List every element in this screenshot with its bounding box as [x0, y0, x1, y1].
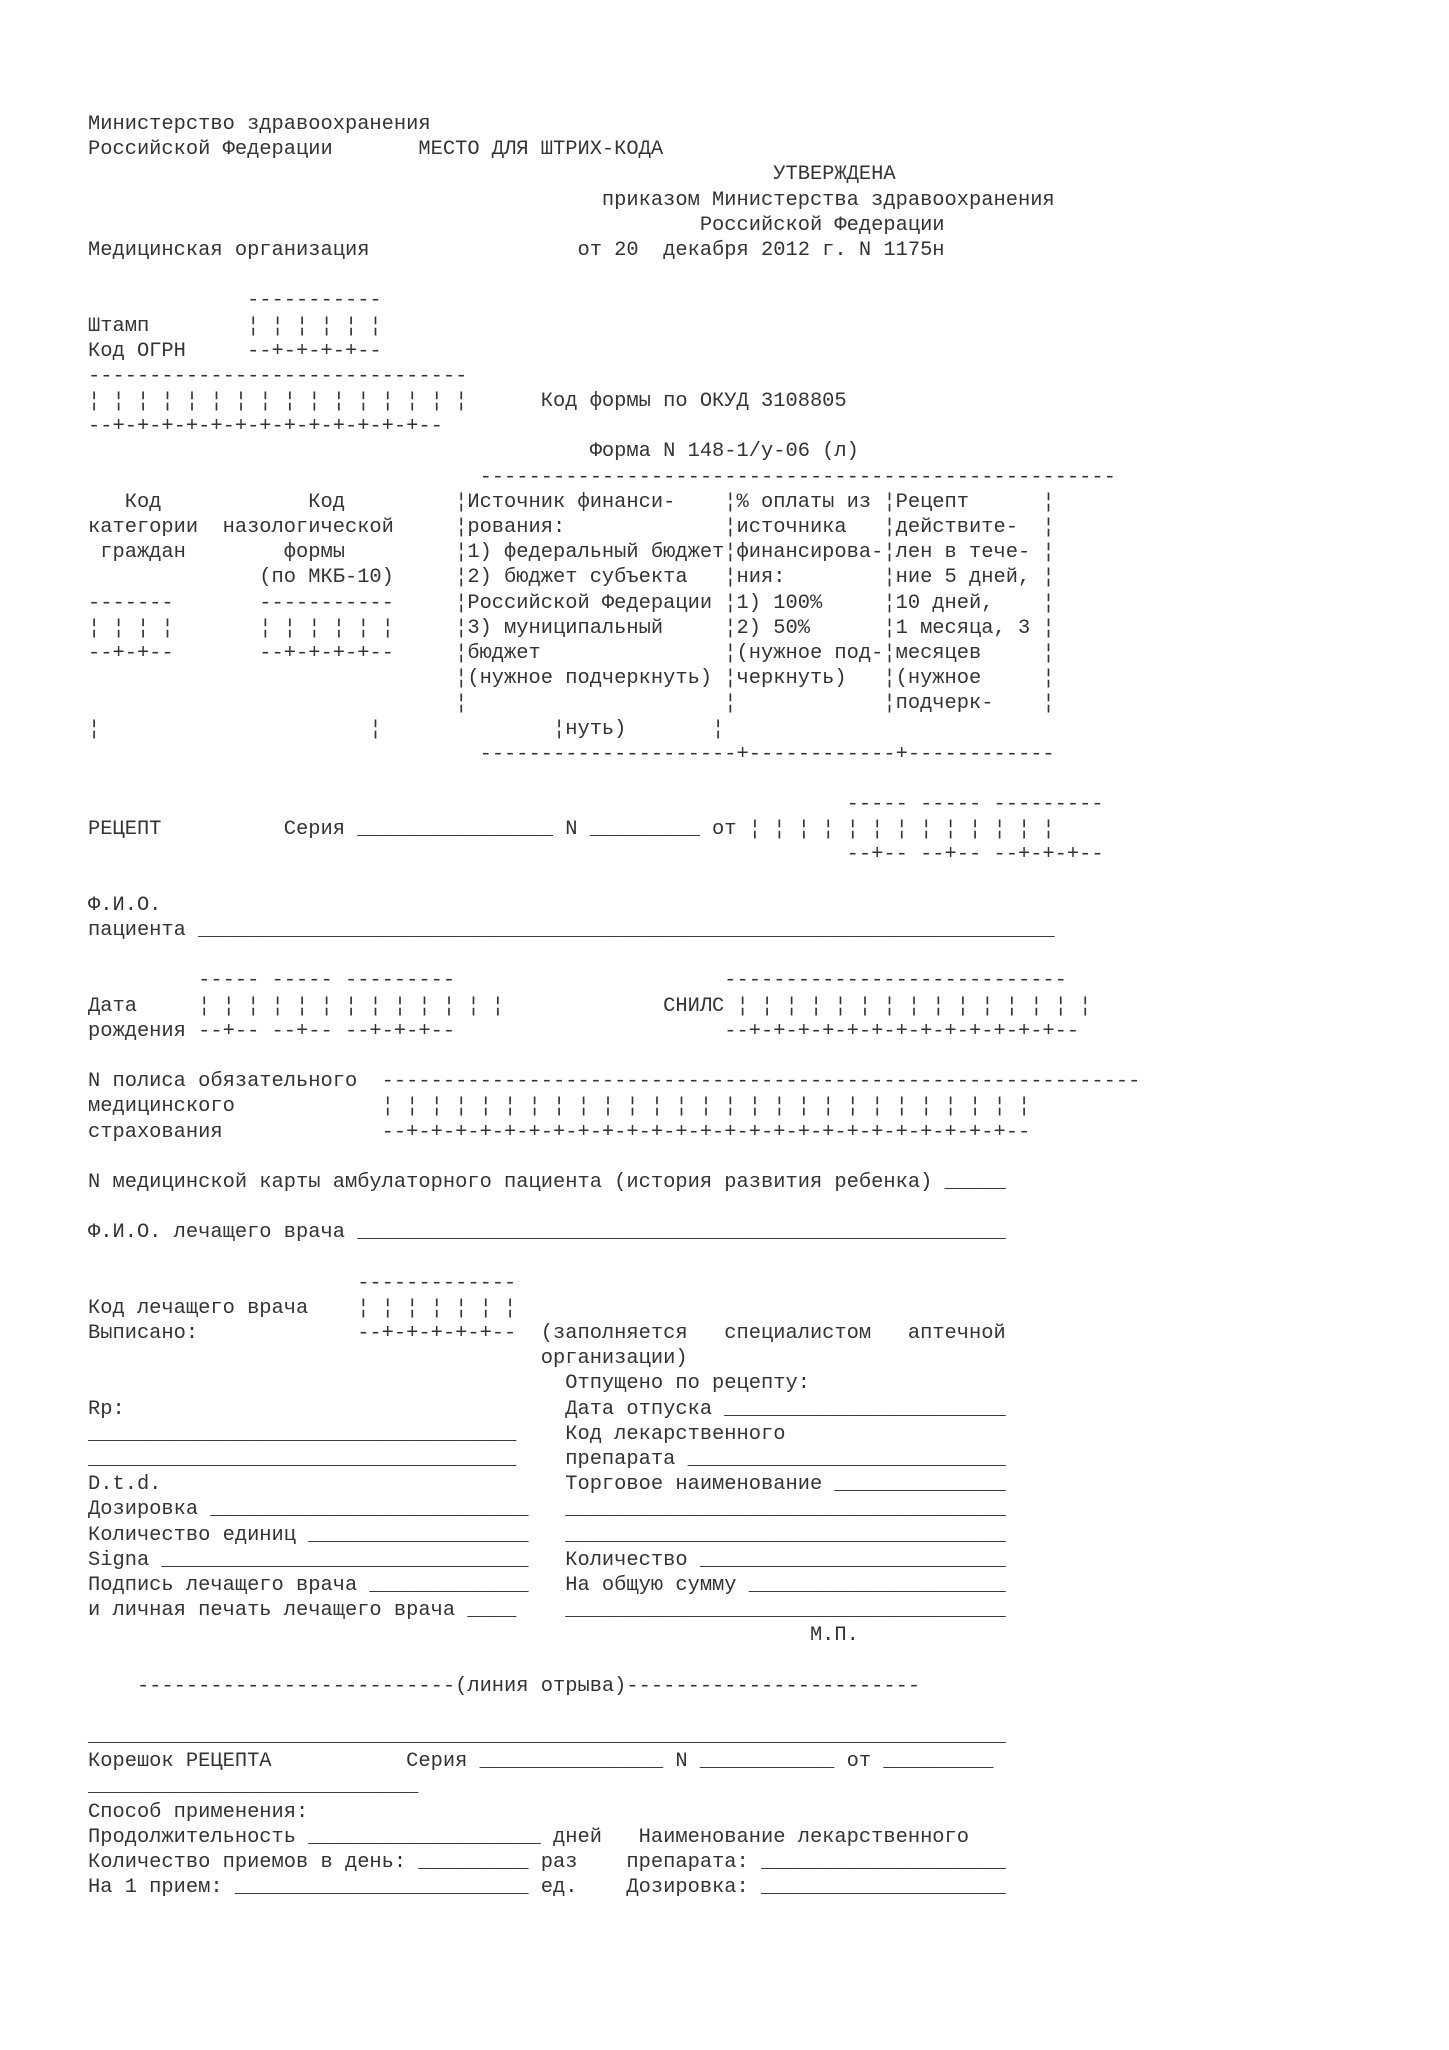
form-line: ----- ----- --------- ---------------------------- [88, 969, 1067, 993]
form-line: Ф.И.О. лечащего врача _____________________________________________________ [88, 1221, 1006, 1245]
form-line [88, 767, 1428, 792]
form-line: Rp: Дата отпуска _______________________ [88, 1397, 1006, 1421]
form-line: Ф.И.О. [88, 893, 162, 917]
form-line: Российской Федерации МЕСТО ДЛЯ ШТРИХ-КОДА [88, 138, 664, 162]
form-line: N медицинской карты амбулаторного пациента (история развития ребенка) _____ [88, 1170, 1006, 1194]
form-line: УТВЕРЖДЕНА [88, 163, 896, 187]
form-line: ---------------------------------------------------- [88, 465, 1116, 489]
form-line: Продолжительность ___________________ дней Наименование лекарственного [88, 1825, 970, 1849]
form-line [88, 1699, 1428, 1724]
form-line: ------- ----------- ¦Российской Федерации ¦1) 100% ¦10 дней, ¦ [88, 591, 1055, 615]
form-line: ---------------------+------------+------------ [88, 742, 1055, 766]
prescription-form [88, 112, 1428, 1900]
form-line: Форма N 148-1/у-06 (л) [88, 440, 859, 464]
form-line: организации) [88, 1347, 688, 1371]
form-line: граждан формы ¦1) федеральный бюджет¦финансирова-¦лен в тече- ¦ [88, 541, 1055, 565]
form-line: Способ применения: [88, 1800, 309, 1824]
form-line: Российской Федерации [88, 213, 945, 237]
form-line: Выписано: --+-+-+-+-+-- (заполняется специалистом аптечной [88, 1322, 1006, 1345]
form-line: ___________________________________ Код лекарственного [88, 1422, 786, 1446]
form-line [88, 1245, 1428, 1270]
form-line: Количество единиц __________________ ____________________________________ [88, 1523, 1006, 1547]
form-line: ------------------------------- [88, 364, 468, 388]
form-line: Код лечащего врача ¦ ¦ ¦ ¦ ¦ ¦ ¦ [88, 1296, 517, 1320]
form-line: ¦ ¦ ¦ ¦ ¦ ¦ ¦ ¦ ¦ ¦ ¦ ¦ ¦ ¦ ¦ ¦ Код формы по ОКУД 3108805 [88, 390, 847, 414]
form-line: ¦ ¦ ¦подчерк- ¦ [88, 692, 1055, 716]
form-line: ----------- [88, 289, 382, 313]
form-line [88, 1195, 1428, 1220]
form-line [88, 263, 1428, 288]
form-line: Корешок РЕЦЕПТА Серия _______________ N ___________ от _________ [88, 1750, 994, 1774]
form-line: ------------- [88, 1271, 517, 1295]
form-line [88, 943, 1428, 968]
form-line: пациента ______________________________________________________________________ [88, 919, 1055, 942]
form-line: Код Код ¦Источник финанси- ¦% оплаты из ¦Рецепт ¦ [88, 490, 1055, 514]
form-line: РЕЦЕПТ Серия ________________ N _________ от ¦ ¦ ¦ ¦ ¦ ¦ ¦ ¦ ¦ ¦ ¦ ¦ ¦ [88, 818, 1055, 842]
form-line [88, 1648, 1428, 1673]
form-line: ¦ ¦ ¦ ¦ ¦ ¦ ¦ ¦ ¦ ¦ ¦3) муниципальный ¦2) 50% ¦1 месяца, 3 ¦ [88, 616, 1055, 640]
form-line: ¦ ¦ ¦нуть) ¦ [88, 717, 725, 741]
form-line: --------------------------(линия отрыва)------------------------ [88, 1674, 921, 1698]
form-line: рождения --+-- --+-- --+-+-+-- --+-+-+-+-+-+-+-+-+-+-+-+-+-- [88, 1019, 1080, 1043]
form-line: Медицинская организация от 20 декабря 2012 г. N 1175н [88, 238, 945, 262]
form-line: страхования --+-+-+-+-+-+-+-+-+-+-+-+-+-+-+-+-+-+-+-+-+-+-+-+-+-- [88, 1120, 1031, 1144]
form-line: Подпись лечащего врача _____________ На общую сумму _____________________ [88, 1573, 1006, 1597]
form-line: ___________________________________________________________________________ [88, 1725, 1006, 1748]
form-line: Дозировка __________________________ ____________________________________ [88, 1498, 1006, 1522]
form-line: D.t.d. Торговое наименование ______________ [88, 1473, 1006, 1497]
form-line: Код ОГРН --+-+-+-+-- [88, 339, 382, 363]
form-line: Количество приемов в день: _________ раз препарата: ____________________ [88, 1850, 1006, 1874]
form-line: Министерство здравоохранения [88, 113, 431, 136]
form-line [88, 1145, 1428, 1170]
form-line: и личная печать лечащего врача ____ ____________________________________ [88, 1599, 1006, 1623]
form-line: Отпущено по рецепту: [88, 1372, 810, 1396]
form-line: --+-- --+-- --+-+-+-- [88, 843, 1104, 867]
form-line: N полиса обязательного -------------------------------------------------------------- [88, 1070, 1141, 1094]
form-line: ___________________________ [88, 1775, 419, 1799]
form-line: ----- ----- --------- [88, 793, 1104, 817]
form-line: --+-+-- --+-+-+-+-- ¦бюджет ¦(нужное под-¦месяцев ¦ [88, 641, 1055, 665]
form-line: Signa ______________________________ Количество _________________________ [88, 1548, 1006, 1572]
form-line: --+-+-+-+-+-+-+-+-+-+-+-+-+-- [88, 415, 443, 439]
form-line: Штамп ¦ ¦ ¦ ¦ ¦ ¦ [88, 314, 382, 338]
form-line: медицинского ¦ ¦ ¦ ¦ ¦ ¦ ¦ ¦ ¦ ¦ ¦ ¦ ¦ ¦ ¦ ¦ ¦ ¦ ¦ ¦ ¦ ¦ ¦ ¦ ¦ ¦ ¦ [88, 1095, 1031, 1119]
form-line: М.П. [88, 1624, 859, 1648]
form-line: Дата ¦ ¦ ¦ ¦ ¦ ¦ ¦ ¦ ¦ ¦ ¦ ¦ ¦ СНИЛС ¦ ¦ ¦ ¦ ¦ ¦ ¦ ¦ ¦ ¦ ¦ ¦ ¦ ¦ ¦ [88, 994, 1092, 1018]
form-line [88, 1044, 1428, 1069]
form-line: ___________________________________ препарата __________________________ [88, 1447, 1006, 1471]
form-line: На 1 прием: ________________________ ед. Дозировка: ____________________ [88, 1876, 1006, 1900]
form-line: (по МКБ-10) ¦2) бюджет субъекта ¦ния: ¦ние 5 дней, ¦ [88, 566, 1055, 590]
form-line [88, 868, 1428, 893]
form-line: категории назологической ¦рования: ¦источника ¦действите- ¦ [88, 516, 1055, 539]
form-line: ¦(нужное подчеркнуть) ¦черкнуть) ¦(нужное ¦ [88, 667, 1055, 691]
form-line: приказом Министерства здравоохранения [88, 188, 1055, 212]
